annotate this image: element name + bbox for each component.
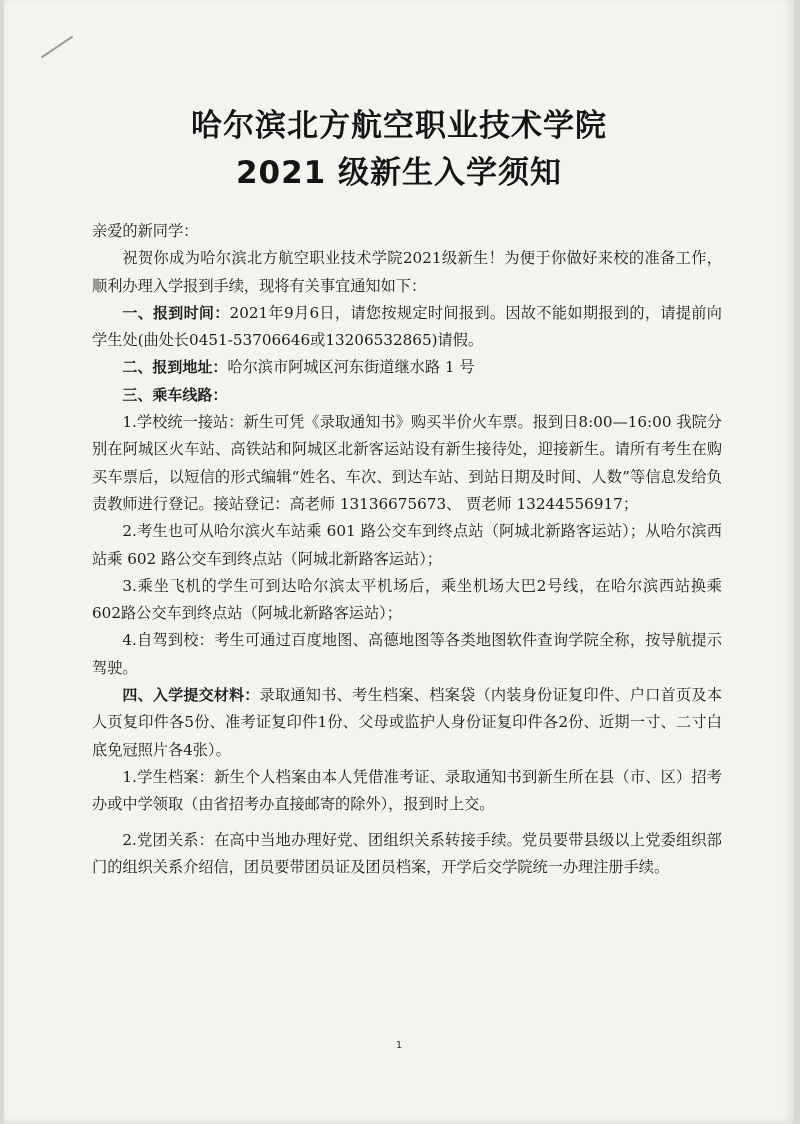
- section-report-time: [92, 300, 722, 355]
- materials-item: 1.学生档案：新生个人档案由本人凭借准考证、录取通知书到新生所在县（市、区）招考办或中学领取（由省招考办直接邮寄的除外），报到时上交。: [92, 767, 722, 814]
- greeting: 亲爱的新同学：: [92, 222, 199, 240]
- section-heading: 四、入学提交材料：: [122, 686, 260, 705]
- section-text: 录取通知书、考生档案、档案袋（内装身份证复印件、户口首页及本人页复印件各5份、准考证复印件1份、父母或监护人身份证复印件各2份、近期一寸、二寸白底免冠照片各4张）。: [92, 686, 723, 759]
- transport-item: 1.学校统一接站：新生可凭《录取通知书》购买半价火车票。报到日8:00—16:00 我院分别在阿城区火车站、高铁站和阿城区北新客运站设有新生接待处，迎接新生。请所有考生在购买车票后，以短信的形式编辑“姓名、车次、到达车站、到站日期及时间、人数”等信息发给负责教师进行登记。接站登记：高老师 13136675673、 贾老师 13244556917；: [92, 413, 722, 513]
- page-number: 1: [395, 1040, 403, 1051]
- section-materials: [92, 682, 722, 764]
- section-text: 哈尔滨市阿城区河东街道继水路 1 号: [227, 358, 475, 377]
- section-heading: 二、报到地址：: [122, 358, 228, 377]
- section-heading: 一、报到时间：: [122, 303, 230, 322]
- transport-item: 3.乘坐飞机的学生可到达哈尔滨太平机场后，乘坐机场大巴2号线，在哈尔滨西站换乘602路公交车到终点站（阿城北新路客运站）；: [92, 576, 722, 623]
- transport-item: 4.自驾到校：考生可通过百度地图、高德地图等各类地图软件查询学院全称，按导航提示驾驶。: [92, 631, 722, 677]
- document-page: [4, 0, 794, 1124]
- transport-item: 2.考生也可从哈尔滨火车站乘 601 路公交车到终点站（阿城北新路客运站）；从哈尔滨西站乘 602 路公交车到终点站（阿城北新路客运站）；: [92, 522, 722, 568]
- materials-item: 2.党团关系：在高中当地办理好党、团组织关系转接手续。党员要带县级以上党委组织部门的组织关系介绍信，团员要带团员证及团员档案，开学后交学院统一办理注册手续。: [92, 830, 722, 876]
- document-subtitle: 2021 级新生入学须知: [235, 155, 563, 191]
- document-body: [92, 218, 722, 881]
- section-text: 2021年9月6日，请您按规定时间报到。因故不能如期报到的，请提前向学生处(曲处长0451-53706646或13206532865)请假。: [92, 303, 722, 350]
- section-heading: 三、乘车线路：: [122, 385, 228, 404]
- intro-paragraph: 祝贺你成为哈尔滨北方航空职业技术学院2021级新生！为便于你做好来校的准备工作，顺利办理入学报到手续，现将有关事宜通知如下：: [92, 249, 722, 295]
- section-transport: [92, 382, 722, 409]
- staple-mark: [41, 36, 74, 59]
- section-report-address: [92, 354, 722, 381]
- document-title: 哈尔滨北方航空职业技术学院: [191, 108, 607, 144]
